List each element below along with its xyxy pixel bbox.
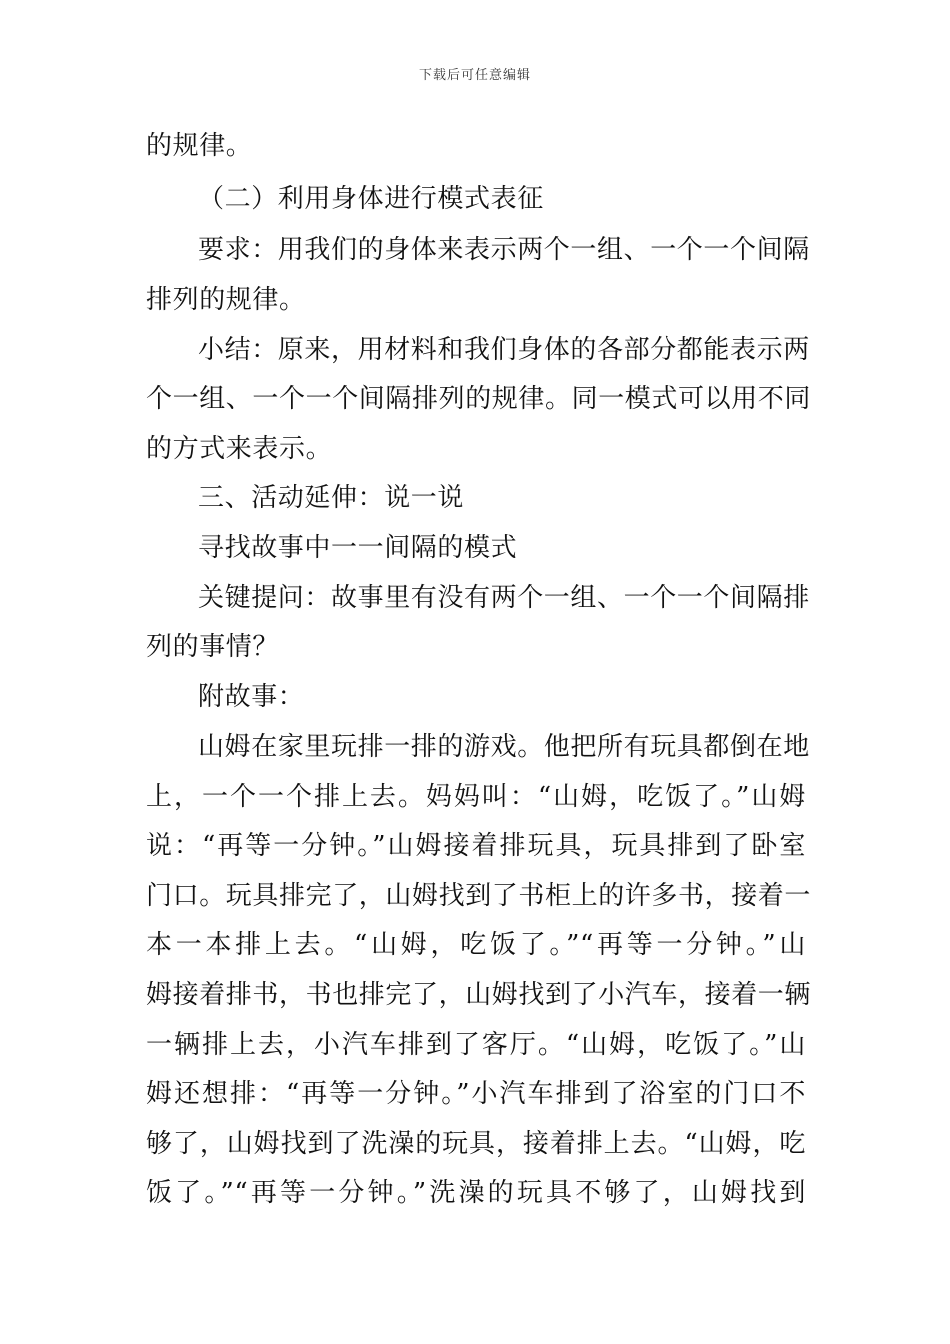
text-line: 排列的规律。 [146, 285, 306, 315]
section-heading: （二）利用身体进行模式表征 [198, 184, 544, 214]
story-line: 饭了。”“再等一分钟。”洗澡的玩具不够了，山姆找到 [146, 1178, 806, 1208]
text-line: 附故事： [198, 682, 305, 712]
text-line: 的规律。 [146, 131, 253, 161]
text-line: 个一组、一个一个间隔排列的规律。同一模式可以用不同 [146, 384, 812, 414]
section-heading: 三、活动延伸：说一说 [198, 483, 465, 513]
text-line: 关键提问：故事里有没有两个一组、一个一个间隔排 [198, 583, 810, 613]
story-line: 本一本排上去。“山姆，吃饭了。”“再等一分钟。”山 [146, 930, 806, 960]
text-line: 寻找故事中一一间隔的模式 [198, 533, 518, 563]
story-line: 够了，山姆找到了洗澡的玩具，接着排上去。“山姆，吃 [146, 1129, 806, 1159]
story-line: 说：“再等一分钟。”山姆接着排玩具，玩具排到了卧室 [146, 831, 806, 861]
story-line: 姆还想排：“再等一分钟。”小汽车排到了浴室的门口不 [146, 1079, 806, 1109]
text-line: 的方式来表示。 [146, 434, 333, 464]
story-line: 姆接着排书，书也排完了，山姆找到了小汽车，接着一辆 [146, 980, 812, 1010]
story-line: 上，一个一个排上去。妈妈叫：“山姆，吃饭了。”山姆 [146, 782, 806, 812]
story-line: 门口。玩具排完了，山姆找到了书柜上的许多书，接着一 [146, 881, 812, 911]
story-line: 一辆排上去，小汽车排到了客厅。“山姆，吃饭了。”山 [146, 1030, 806, 1060]
text-line: 小结：原来，用材料和我们身体的各部分都能表示两 [198, 335, 810, 365]
page-header: 下载后可任意编辑 [418, 68, 531, 83]
text-line: 列的事情？ [146, 632, 280, 662]
story-line: 山姆在家里玩排一排的游戏。他把所有玩具都倒在地 [198, 732, 810, 762]
text-line: 要求：用我们的身体来表示两个一组、一个一个间隔 [198, 235, 810, 265]
